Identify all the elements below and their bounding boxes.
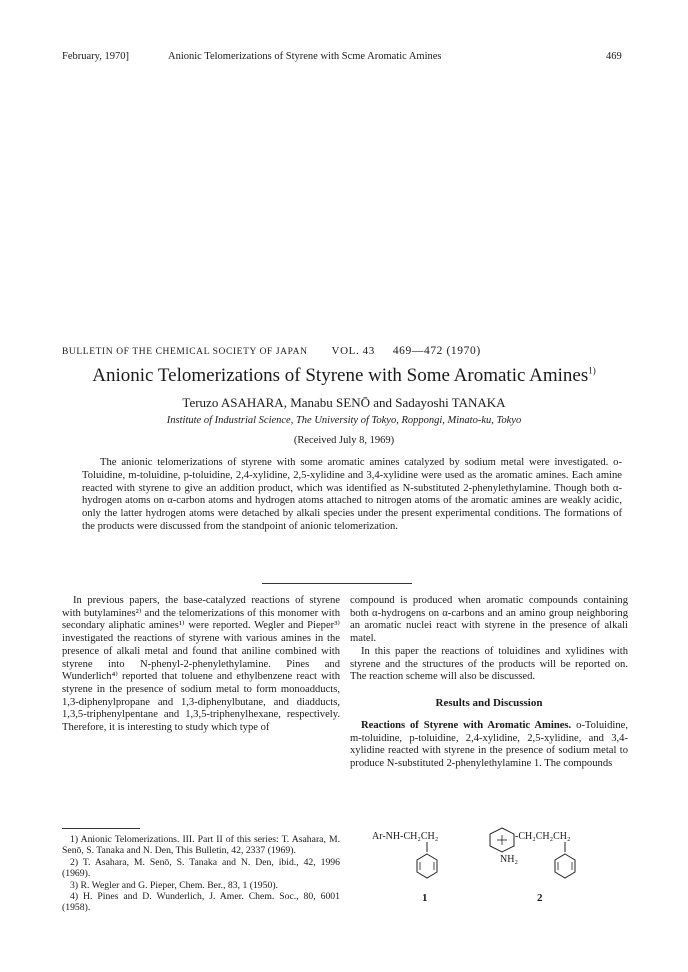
intro-continuation: compound is produced when aromatic compounds containing both α-hydrogens on α-carbons and an amino group neighboring an aromatic nuclei react with styrene in the presence of alkali matel. <box>350 595 628 645</box>
page-number: 469 <box>606 51 622 62</box>
results-paragraph <box>350 720 628 771</box>
journal-pages: 469—472 (1970) <box>392 345 481 357</box>
received-date: (Received July 8, 1969) <box>293 435 395 446</box>
author-institute: Institute of Industrial Science, The University of Tokyo, Roppongi, Minato-ku, Tokyo <box>166 415 522 426</box>
abstract: The anionic telomerizations of styrene with some aromatic amines catalyzed by sodium metal were investigated. o-Toluidine, m-toluidine, p-toluidine, 2,4-xylidine, 2,5-xylidine and 3,4-xylidine were used as the aromatic amines. Each amine reacted with styrene to give an addition product, which was identified as N-substituted 2-phenylethylamine. Though both α-hydrogen atoms on α-carbon atoms and hydrogen atoms attached to nitrogen atoms of the aromatic amines are weakly acidic, only the latter hydrogen atoms were detached by alkali species under the present experimental conditions. The formations of the products were discussed from the standpoint of anionic telomerization. <box>82 457 622 532</box>
structure-2-phenyl <box>540 842 590 892</box>
structure-2-number: 2 <box>537 892 543 904</box>
footnote-item: 2) T. Asahara, M. Senō, S. Tanaka and N. Den, ibid., 42, 1996 (1969). <box>62 856 340 880</box>
section-heading: Results and Discussion <box>435 697 543 709</box>
footnote-rule <box>62 828 140 829</box>
title-footnote-marker: 1) <box>588 365 596 376</box>
body-column-right <box>350 595 628 684</box>
structure-2-amine: NH₂ <box>500 854 518 865</box>
structure-1-number: 1 <box>422 892 428 904</box>
intro-paragraph: In previous papers, the base-catalyzed reactions of styrene with butylamines²⁾ and the telomerizations of this monomer with secondary aliphatic amines¹⁾ were reported. Wegler and Pieper³⁾ investigated the reactions of styrene with various amines in the presence of alkali metal and found that aniline combined with styrene into N-phenyl-2-phenylethylamine. Pines and Wunderlich⁴⁾ reported that toluene and ethylbenzene react with styrene in the presence of sodium metal to form monoadducts, 1,3-diphenylpropane and 1,3-diphenylbutane, and diadducts, 1,3,5-triphenylpentane and 1,3,5-triphenylhexane, respectively. Therefore, it is interesting to study which type of <box>62 595 340 734</box>
running-header-date: February, 1970] <box>62 51 129 62</box>
subsection-heading: Reactions of Styrene with Aromatic Amines. <box>361 720 572 731</box>
footnote-item: 1) Anionic Telomerizations. III. Part II of this series: T. Asahara, M. Senō, S. Tanaka and N. Den, This Bulletin, 42, 2337 (1969). <box>62 834 340 857</box>
running-header-title: Anionic Telomerizations of Styrene with Scme Aromatic Amines <box>168 51 442 62</box>
footnote-item: 4) H. Pines and D. Wunderlich, J. Amer. Chem. Soc., 80, 6001 (1958). <box>62 891 340 914</box>
structure-1-drawing <box>380 842 450 892</box>
results-text: o-Toluidine, m-toluidine, p-toluidine, 2,4-xylidine, 2,5-xylidine, and 3,4-xylidine reacted with styrene in the presence of sodium metal to produce N-substituted 2-phenylethylamine 1. The compounds <box>350 720 628 770</box>
section-divider <box>262 583 412 584</box>
journal-volume: VOL. 43 <box>331 345 375 357</box>
body-column-left <box>62 595 340 735</box>
journal-name: BULLETIN OF THE CHEMICAL SOCIETY OF JAPAN <box>62 347 308 357</box>
footnote-item: 3) R. Wegler and G. Pieper, Chem. Ber., 83, 1 (1950). <box>70 879 278 891</box>
footnotes <box>62 834 340 914</box>
article-title-line <box>0 365 688 387</box>
structure-1-formula: Ar-NH-CH₂CH₂ <box>372 831 439 842</box>
article-authors: Teruzo ASAHARA, Manabu SENŌ and Sadayoshi TANAKA <box>182 395 506 410</box>
article-title: Anionic Telomerizations of Styrene with Some Aromatic Amines <box>92 365 589 386</box>
structure-2-chain: -CH₂CH₂CH₂ <box>515 831 571 842</box>
journal-citation <box>62 345 481 357</box>
intro-paragraph-2: In this paper the reactions of toluidines and xylidines with styrene and the structures of the products will be reported on. The reaction scheme will also be discussed. <box>350 645 628 683</box>
